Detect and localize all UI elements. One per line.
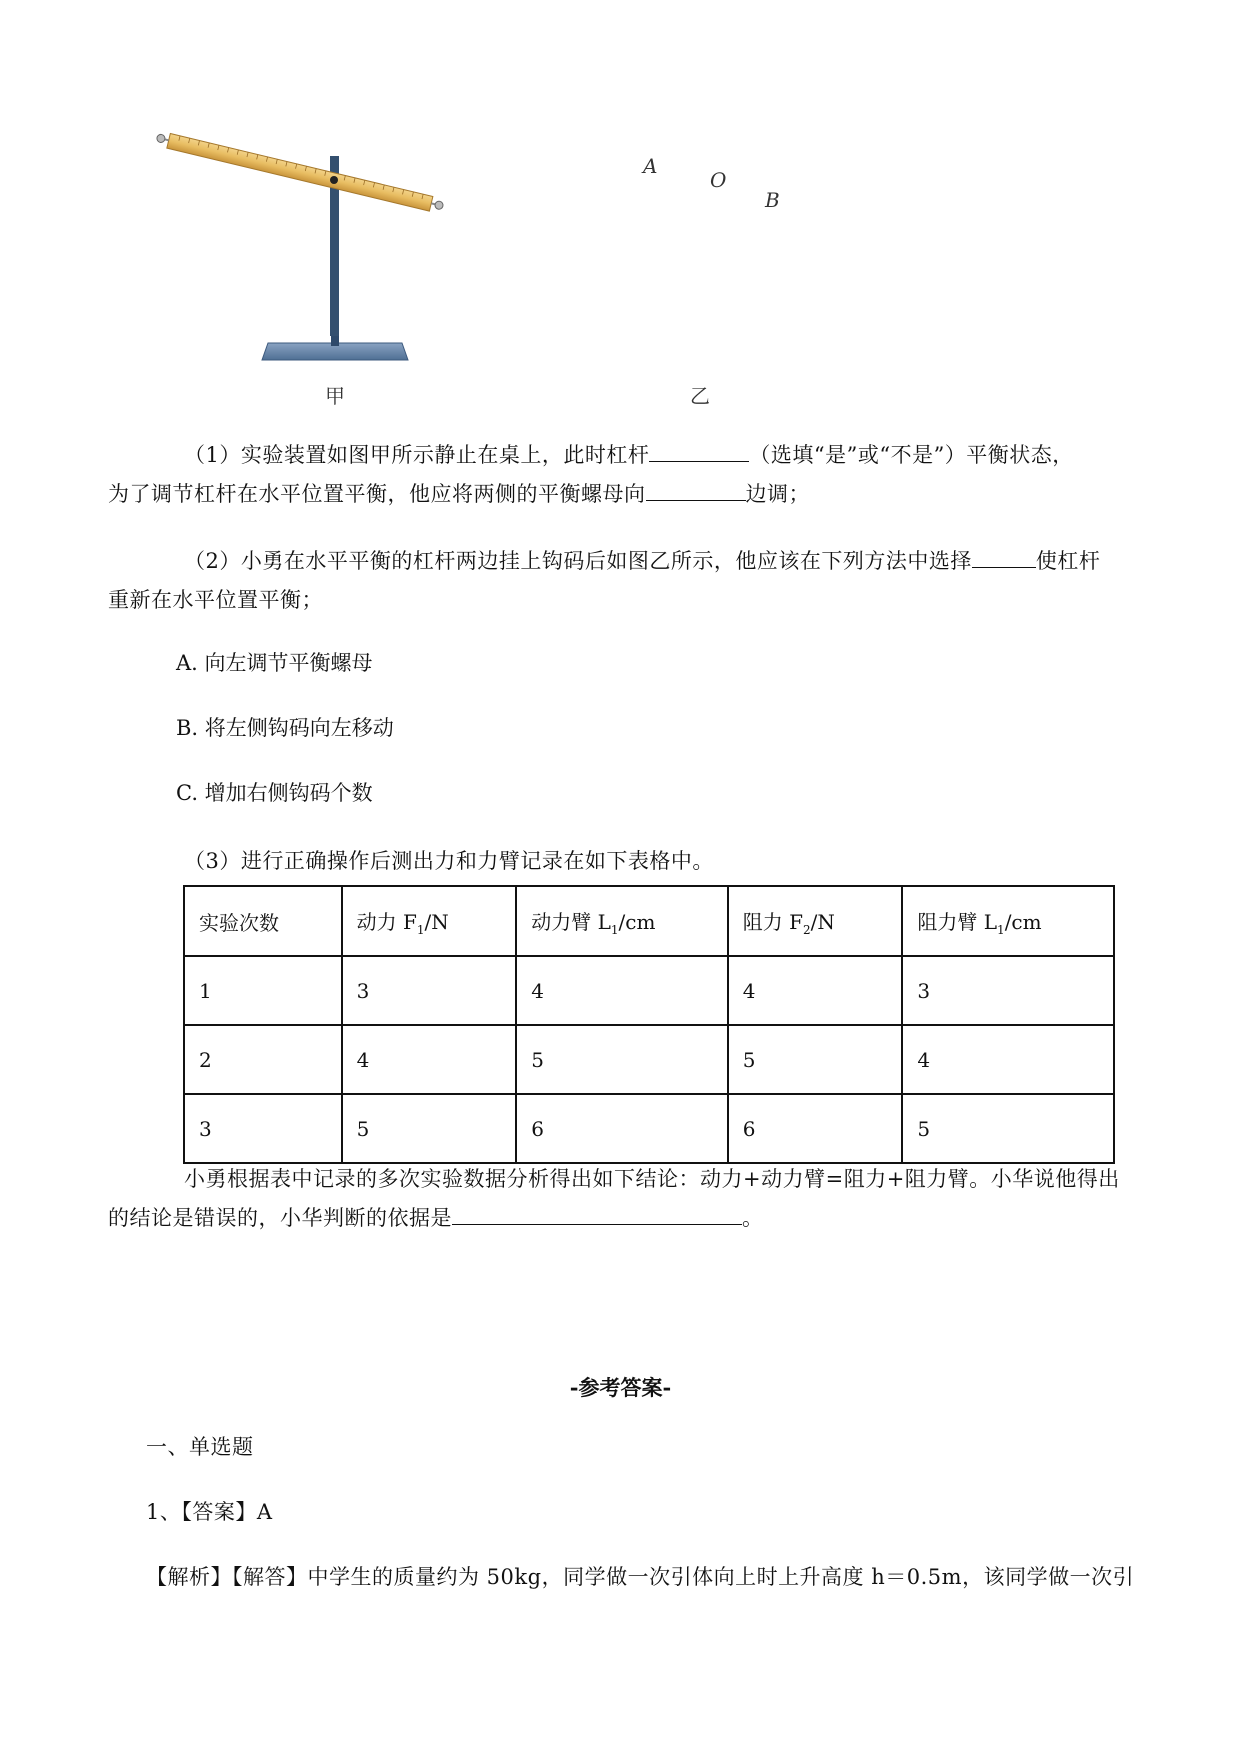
table-cell: 5: [902, 1094, 1114, 1163]
data-table: [183, 885, 1115, 1164]
figure-label-jia: 甲: [325, 384, 345, 408]
figure-label-yi: 乙: [690, 384, 710, 408]
conclusion-text-b: 的结论是错误的，小华判断的依据是: [108, 1206, 452, 1230]
q1-text-a: （1）实验装置如图甲所示静止在桌上，此时杠杆: [184, 443, 650, 467]
header-effort-arm: 动力臂 $L_1/cm$: [516, 886, 728, 956]
option-b: B. 将左侧钩码向左移动: [176, 716, 394, 740]
analysis-text: 【解析】【解答】中学生的质量约为 50kg，同学做一次引体向上时上升高度 h＝0.5m，该同学做一次引: [146, 1565, 1135, 1589]
point-o-label: O: [710, 168, 727, 192]
q2-text-c: 重新在水平位置平衡；: [108, 588, 323, 612]
point-a-label: A: [643, 154, 658, 178]
table-cell: 5: [516, 1025, 728, 1094]
question-1: [108, 436, 1146, 514]
table-row: [184, 1094, 1114, 1163]
q3-intro: （3）进行正确操作后测出力和力臂记录在如下表格中。: [184, 849, 714, 873]
conclusion-blank[interactable]: [452, 1202, 742, 1225]
option-c: C. 增加右侧钩码个数: [176, 781, 373, 805]
section-heading: 一、单选题: [146, 1435, 254, 1459]
conclusion-text-c: 。: [742, 1206, 764, 1230]
q2-blank[interactable]: [972, 545, 1036, 568]
table-cell: 4: [728, 956, 903, 1025]
table-row: [184, 1025, 1114, 1094]
conclusion: [108, 1160, 1146, 1238]
table-cell: 5: [728, 1025, 903, 1094]
table-cell: 2: [184, 1025, 342, 1094]
table-cell: 1: [184, 956, 342, 1025]
table-cell: 4: [516, 956, 728, 1025]
header-load-arm: 阻力臂 $L_1/cm$: [902, 886, 1114, 956]
header-load-force: 阻力 $F_2/N$: [728, 886, 903, 956]
answers-title: -参考答案-: [569, 1375, 672, 1400]
header-trial: 实验次数: [184, 886, 342, 956]
point-b-label: B: [765, 188, 780, 212]
q1-blank-2[interactable]: [646, 478, 746, 501]
lever-figure: [150, 128, 870, 418]
q2-text-a: （2）小勇在水平平衡的杠杆两边挂上钩码后如图乙所示，他应该在下列方法中选择: [184, 549, 972, 573]
answer-item-1: 1、【答案】A: [146, 1500, 273, 1524]
table-cell: 3: [184, 1094, 342, 1163]
q1-text-d: 边调；: [745, 482, 810, 506]
lever-diagram: [150, 128, 870, 418]
table-header-row: [184, 886, 1114, 956]
q2-text-b: 使杠杆: [1035, 549, 1101, 573]
table-cell: 3: [902, 956, 1114, 1025]
table-cell: 4: [902, 1025, 1114, 1094]
option-a: A. 向左调节平衡螺母: [176, 651, 373, 675]
table-cell: 5: [342, 1094, 517, 1163]
q1-text-c: 为了调节杠杆在水平位置平衡，他应将两侧的平衡螺母向: [108, 482, 646, 506]
header-effort-force: 动力 $F_1/N$: [342, 886, 517, 956]
table-cell: 6: [728, 1094, 903, 1163]
q1-blank-1[interactable]: [649, 439, 749, 462]
table-cell: 6: [516, 1094, 728, 1163]
conclusion-text-a: 小勇根据表中记录的多次实验数据分析得出如下结论：动力+动力臂=阻力+阻力臂。小华说他得出: [184, 1167, 1120, 1191]
q1-text-b: （选填“是”或“不是”）平衡状态，: [749, 443, 1074, 467]
table-cell: 4: [342, 1025, 517, 1094]
lever-jia: [155, 131, 444, 360]
question-2: [108, 542, 1146, 620]
table-row: [184, 956, 1114, 1025]
table-cell: 3: [342, 956, 517, 1025]
